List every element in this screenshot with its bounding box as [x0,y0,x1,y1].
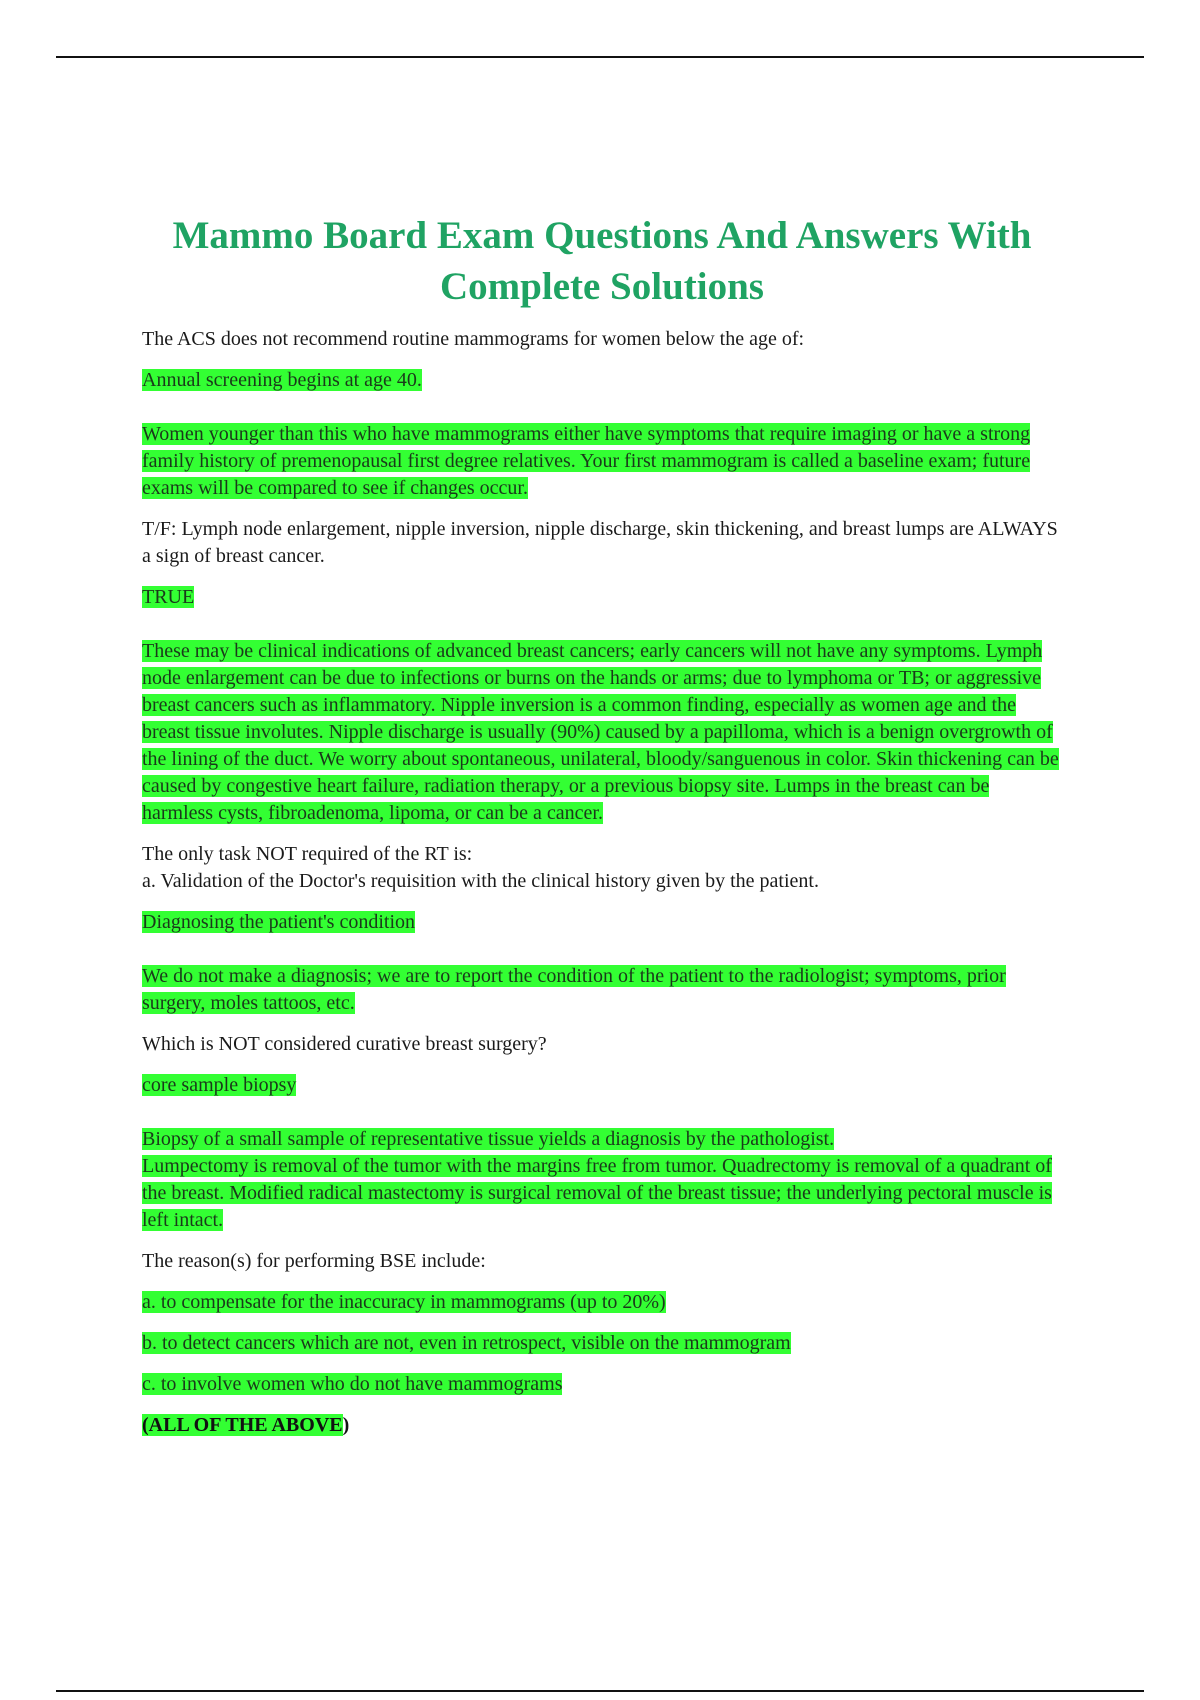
question-3 [142,841,1062,895]
question-option: a. Validation of the Doctor's requisition with the clinical history given by the patient. [142,870,819,892]
highlighted-answer: Annual screening begins at age 40. [142,369,422,391]
highlighted-explanation: These may be clinical indications of advanced breast cancers; early cancers will not have any symptoms. Lymph node enlargement can be due to infections or burns on the hands or arms; due to lymphoma or TB; or aggressive breast cancers such as inflammatory. Nipple inversion is a common finding, especially as women age and the breast tissue involutes. Nipple discharge is usually (90%) caused by a papilloma, which is a benign overgrowth of the lining of the duct. We worry about spontaneous, unilateral, bloody/sanguenous in color. Skin thickening can be caused by congestive heart failure, radiation therapy, or a previous biopsy site. Lumps in the breast can be harmless cysts, fibroadenoma, lipoma, or can be a cancer. [142,640,1059,824]
highlighted-answer: c. to involve women who do not have mammograms [142,1373,563,1395]
explanation-4 [142,1126,1062,1234]
highlighted-answer: (ALL OF THE ABOVE [142,1414,343,1436]
highlighted-explanation: We do not make a diagnosis; we are to report the condition of the patient to the radiologist; symptoms, prior surgery, moles tattoos, etc. [142,965,1006,1014]
highlighted-answer: Diagnosing the patient's condition [142,911,416,933]
highlighted-explanation: Biopsy of a small sample of representative tissue yields a diagnosis by the pathologist. [142,1128,835,1150]
answer-5a [142,1289,1062,1316]
question-5 [142,1248,1062,1275]
highlighted-answer: TRUE [142,586,195,608]
footer-rule [56,1690,1144,1692]
question-text: The reason(s) for performing BSE include: [142,1250,486,1272]
highlighted-answer: core sample biopsy [142,1074,297,1096]
explanation-2 [142,638,1062,827]
question-text: Which is NOT considered curative breast surgery? [142,1033,547,1055]
answer-close-paren: ) [342,1414,350,1436]
answer-5d [142,1412,1062,1439]
answer-4 [142,1072,1062,1099]
document-title: Mammo Board Exam Questions And Answers With Complete Solutions [172,214,1032,308]
question-4 [142,1031,1062,1058]
answer-2 [142,584,1062,611]
header-rule [56,56,1144,58]
question-1 [142,326,1062,353]
question-text: The ACS does not recommend routine mammograms for women below the age of: [142,328,805,350]
document-page [142,210,1062,1453]
highlighted-explanation: Lumpectomy is removal of the tumor with the margins free from tumor. Quadrectomy is removal of a quadrant of the breast. Modified radical mastectomy is surgical removal of the breast tissue; the underlying pectoral muscle is left intact. [142,1155,1052,1231]
highlighted-explanation: Women younger than this who have mammograms either have symptoms that require imaging or have a strong family history of premenopausal first degree relatives. Your first mammogram is called a baseline exam; future exams will be compared to see if changes occur. [142,423,1031,499]
answer-1 [142,367,1062,394]
highlighted-answer: b. to detect cancers which are not, even in retrospect, visible on the mammogram [142,1332,791,1354]
explanation-1 [142,421,1062,502]
answer-5b [142,1330,1062,1357]
answer-5c [142,1371,1062,1398]
question-2 [142,516,1062,570]
explanation-3 [142,963,1062,1017]
highlighted-answer: a. to compensate for the inaccuracy in mammograms (up to 20%) [142,1291,666,1313]
answer-3 [142,909,1062,936]
question-text: The only task NOT required of the RT is: [142,843,473,865]
question-text: T/F: Lymph node enlargement, nipple inversion, nipple discharge, skin thickening, and breast lumps are ALWAYS a sign of breast cancer. [142,518,1058,567]
